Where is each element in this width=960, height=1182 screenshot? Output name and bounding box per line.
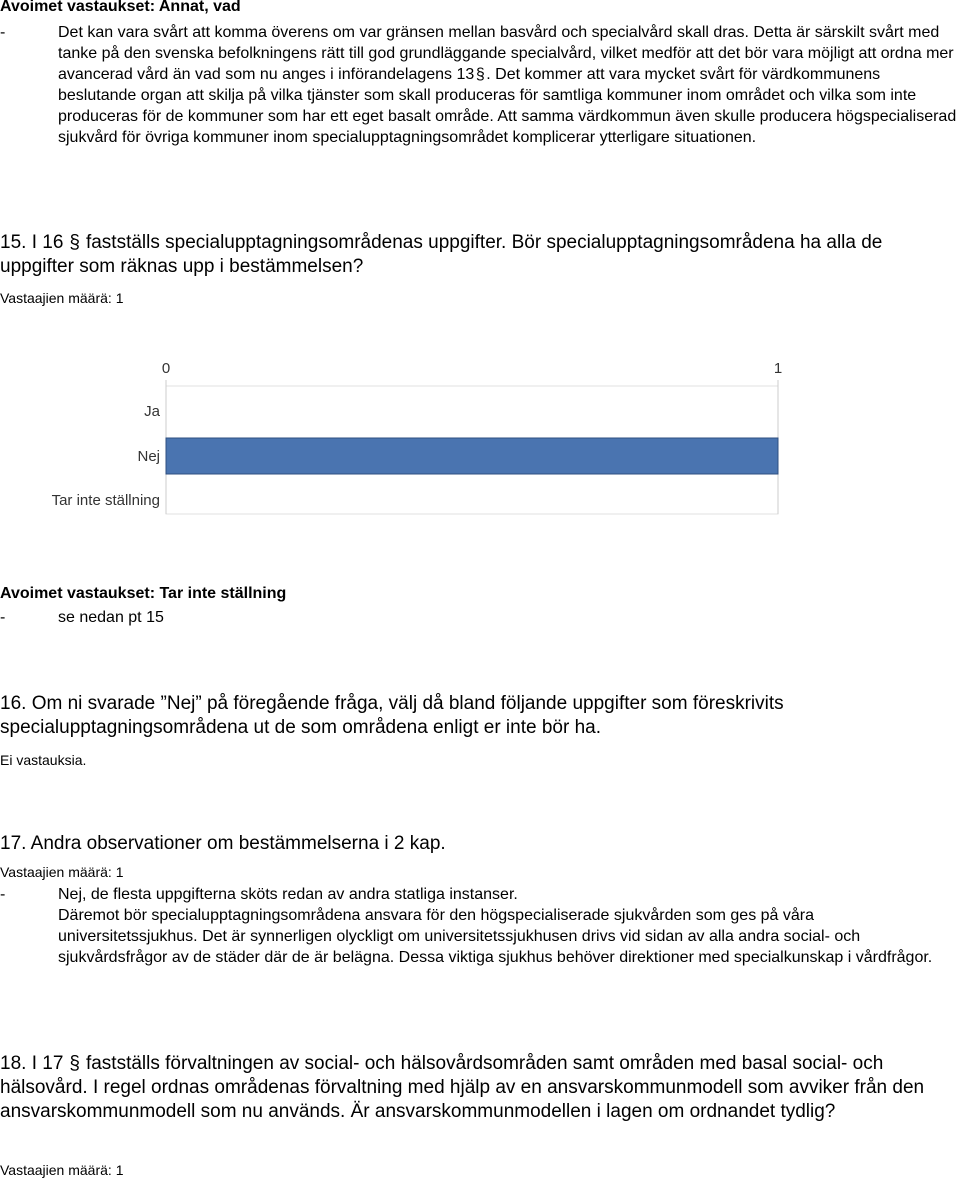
category-label: Nej	[137, 448, 160, 465]
bar	[166, 438, 778, 474]
question-16-title: 16. Om ni svarade ”Nej” på föregående fråga, välj då bland följande uppgifter som föreskrivits specialupptagningsområdena ut de som områdena enligt er inte bör ha.	[0, 693, 784, 738]
category-label: Tar inte ställning	[51, 492, 160, 509]
section-sign: §	[475, 66, 485, 83]
open-answer-item-q17	[0, 884, 960, 994]
list-dash: -	[0, 609, 6, 626]
open-answer-text-part: Det kan vara svårt att komma överens om var gränsen mellan basvård och specialvård skall dras. Detta är särskilt svårt med tanke på den svenska befolkningens rätt till god grundläggande specialvård, vilket medför att det bör vara möjligt att ordna mer avancerad vård än vad som nu anges i införandelagens 13	[58, 24, 954, 83]
question-17-title: 17. Andra observationer om bestämmelserna i 2 kap.	[0, 833, 446, 854]
answers-bar-chart	[30, 356, 790, 516]
x-tick-label: 1	[773, 360, 783, 377]
open-answer-text-part: . Det kommer att vara mycket svårt för värdkommunens beslutande organ att skilja på vilka tjänster som skall produceras för samtliga kommuner inom området och vilka som inte produceras för de kommuner som har ett eget basalt område. Att samma värdkommun även skulle producera högspecialiserad sjukvård för övriga kommuner inom specialupptagningsområdet komplicerar ytterligare situationen.	[58, 66, 957, 146]
question-text-part: fastställs förvaltningen av social- och hälsovårdsområden samt områden med basal social- och hälsovård. I regel ordnas områdenas förvaltning med hjälp av en ansvarskommunmodell som avviker från den ansvarskommunmodell som nu används. Är ansvarskommunmodellen i lagen om ordnandet tydlig?	[0, 1053, 925, 1122]
open-answer-line: Nej, de flesta uppgifterna sköts redan av andra statliga instanser.	[58, 886, 518, 903]
respondent-count: Vastaajien määrä: 1	[0, 1162, 124, 1178]
question-18-title	[0, 1052, 940, 1124]
x-tick-label: 0	[161, 360, 171, 377]
open-answer-paragraph: Däremot bör specialupptagningsområdena ansvara för den högspecialiserade sjukvården som ges på våra universitetssjukhus. Det är synnerligen olyckligt om universitetssjukhusen drivs vid sidan av alla andra social- och sjukvårdsfrågor av de städer där de är belägna. Dessa viktiga sjukhus behöver direktioner med specialkunskap i vårdfrågor.	[58, 907, 933, 966]
section-sign: §	[69, 232, 80, 253]
category-label: Ja	[144, 403, 160, 420]
open-answer-text	[58, 884, 948, 968]
question-text-part: 18. I 17	[0, 1053, 64, 1074]
question-text-part: 15. I 16	[0, 232, 64, 253]
no-answers-note: Ei vastauksia.	[0, 752, 87, 768]
open-answers-heading-q15: Avoimet vastaukset: Tar inte ställning	[0, 585, 287, 602]
open-answers-heading: Avoimet vastaukset: Annat, vad	[0, 0, 241, 15]
open-answer-text	[58, 22, 958, 148]
open-answer-text: se nedan pt 15	[58, 609, 164, 626]
section-sign: §	[69, 1053, 80, 1074]
question-text-part: fastställs specialupptagningsområdenas uppgifter. Bör specialupptagningsområdena ha alla de uppgifter som räknas upp i bestämmelsen?	[0, 232, 883, 277]
list-dash: -	[0, 886, 6, 903]
question-15-title	[0, 231, 958, 279]
respondent-count: Vastaajien määrä: 1	[0, 290, 124, 306]
list-dash: -	[0, 24, 6, 41]
respondent-count: Vastaajien määrä: 1	[0, 864, 124, 880]
